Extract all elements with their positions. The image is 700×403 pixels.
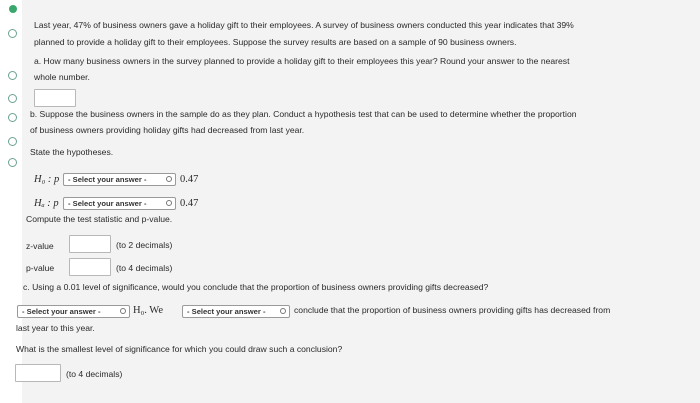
ha-label: Hₐ : p [34, 198, 59, 209]
reject-decision-select[interactable]: - Select your answer - [17, 305, 130, 318]
part-b-line-1: b. Suppose the business owners in the sample do as they plan. Conduct a hypothesis test that can be used to determine whether the proportion [30, 109, 577, 119]
intro-line-1: Last year, 47% of business owners gave a holiday gift to their employees. A survey of business owners conducted this year indicates that 39% [34, 20, 574, 30]
chevron-down-icon [166, 176, 172, 182]
ha-operator-select[interactable]: - Select your answer - [63, 197, 176, 210]
h0-operator-select[interactable]: - Select your answer - [63, 173, 176, 186]
z-value-label: z-value [26, 241, 54, 251]
part-b-line-2: of business owners providing holiday gifts had decreased from last year. [30, 125, 305, 135]
part-c-line-1: c. Using a 0.01 level of significance, would you conclude that the proportion of business owners providing gifts decreased? [23, 282, 489, 292]
status-dot-icon [9, 5, 17, 13]
chevron-down-icon [120, 308, 126, 314]
compute-instruction: Compute the test statistic and p-value. [26, 214, 173, 224]
status-circle-icon [8, 113, 17, 122]
significance-hint: (to 4 decimals) [66, 369, 123, 379]
part-a-line-1: a. How many business owners in the survey planned to provide a holiday gift to their employees this year? Round your answer to the nearest [34, 56, 570, 66]
part-a-line-2: whole number. [34, 72, 90, 82]
status-circle-icon [8, 71, 17, 80]
chevron-down-icon [166, 200, 172, 206]
p-value-input[interactable] [69, 258, 111, 276]
status-circle-icon [8, 94, 17, 103]
h0-label: H₀ : p [34, 174, 60, 185]
z-value-hint: (to 2 decimals) [116, 240, 173, 250]
chevron-down-icon [280, 308, 286, 314]
p-value-label: p-value [26, 263, 55, 273]
part-c-conclude-text: conclude that the proportion of business owners providing gifts has decreased from [294, 305, 611, 315]
status-circle-icon [8, 158, 17, 167]
status-circle-icon [8, 137, 17, 146]
state-hypotheses-label: State the hypotheses. [30, 147, 114, 157]
part-a-answer-input[interactable] [34, 89, 76, 107]
status-circle-icon [8, 29, 17, 38]
significance-answer-input[interactable] [15, 364, 61, 382]
question-panel [16, 0, 700, 403]
ha-value: 0.47 [180, 198, 199, 209]
part-c-line-3: last year to this year. [16, 323, 95, 333]
z-value-input[interactable] [69, 235, 111, 253]
h0-value: 0.47 [180, 174, 199, 185]
intro-line-2: planned to provide a holiday gift to their employees. Suppose the survey results are based on a sample of 90 business owners. [34, 37, 517, 47]
part-c-question: What is the smallest level of significance for which you could draw such a conclusion? [16, 344, 343, 354]
part-c-h0-text: H₀. We [133, 305, 164, 316]
conclude-decision-select[interactable]: - Select your answer - [182, 305, 290, 318]
p-value-hint: (to 4 decimals) [116, 263, 173, 273]
